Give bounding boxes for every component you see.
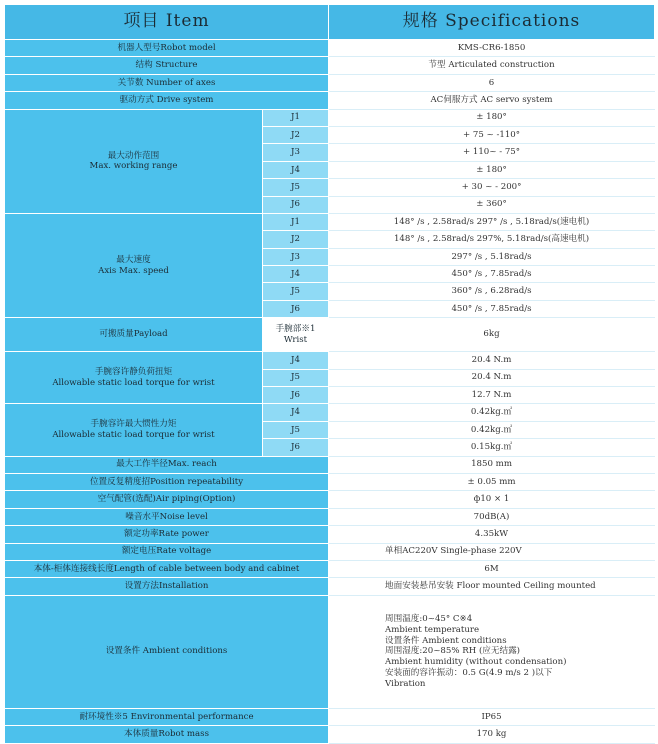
row-mass: 本体质量Robot mass 170 kg bbox=[5, 726, 655, 743]
row-voltage: 额定电压Rate voltage 单相AC220V Single-phase 220V bbox=[5, 543, 655, 560]
range-label: 最大动作范围 Max. working range bbox=[5, 109, 263, 213]
row-drive: 驱动方式 Drive system AC伺服方式 AC servo system bbox=[5, 92, 655, 109]
row-speed-j1: 最大速度 Axis Max. speed J1 148° /s , 2.58rad/s 297° /s , 5.18rad/s(速电机) bbox=[5, 213, 655, 230]
row-cable: 本体-柜体连接线长度Length of cable between body and cabinet 6M bbox=[5, 560, 655, 577]
row-inertia-j6: J6 0.15kg.㎡ bbox=[5, 439, 655, 456]
row-structure: 结构 Structure 节型 Articulated construction bbox=[5, 57, 655, 74]
speed-label: 最大速度 Axis Max. speed bbox=[5, 213, 263, 317]
spec-table bbox=[4, 4, 655, 744]
row-speed-j5: J5 360° /s , 6.28rad/s bbox=[5, 283, 655, 300]
row-installation: 设置方法Installation 地面安装悬吊安装 Floor mounted Ceiling mounted bbox=[5, 578, 655, 595]
row-inertia-j4: 手腕容许最大惯性力矩 Allowable static load torque for wrist J4 0.42kg.㎡ bbox=[5, 404, 655, 421]
row-axes: 关节数 Number of axes 6 bbox=[5, 74, 655, 91]
header-spec: 规格 Specifications bbox=[329, 5, 655, 40]
row-range-j2: J2 + 75 ~ -110° bbox=[5, 126, 655, 143]
row-air: 空气配管(选配)Air piping(Option) ф10 × 1 bbox=[5, 491, 655, 508]
row-range-j5: J5 + 30 ~ - 200° bbox=[5, 179, 655, 196]
row-ambient: 设置条件 Ambient conditions 周围温度:0~45° C※4 Ambient temperature 设置条件 Ambient conditions 周围湿度:20~85% RH (应无结露) Ambient humidity (without condensation) 安装面的容许振动：0.5 G(4.9 m/s 2 )以下 Vibration bbox=[5, 595, 655, 708]
row-speed-j3: J3 297° /s , 5.18rad/s bbox=[5, 248, 655, 265]
row-model: 机器人型号Robot model KMS-CR6-1850 bbox=[5, 40, 655, 57]
row-speed-j4: J4 450° /s , 7.85rad/s bbox=[5, 266, 655, 283]
row-environmental: 耐环境性※5 Environmental performance IP65 bbox=[5, 708, 655, 725]
row-range-j4: J4 ± 180° bbox=[5, 161, 655, 178]
row-inertia-j5: J5 0.42kg.㎡ bbox=[5, 421, 655, 438]
header-item: 项目 Item bbox=[5, 5, 329, 40]
row-noise: 噪音水平Noise level 70dB(A) bbox=[5, 508, 655, 525]
row-torque-j6: J6 12.7 N.m bbox=[5, 387, 655, 404]
row-range-j1: 最大动作范围 Max. working range J1 ± 180° bbox=[5, 109, 655, 126]
row-repeatability: 位置反复精度招Position repeatability ± 0.05 mm bbox=[5, 473, 655, 490]
row-speed-j6: J6 450° /s , 7.85rad/s bbox=[5, 300, 655, 317]
row-range-j3: J3 + 110~ - 75° bbox=[5, 144, 655, 161]
row-torque-j5: J5 20.4 N.m bbox=[5, 369, 655, 386]
row-reach: 最大工作半径Max. reach 1850 mm bbox=[5, 456, 655, 473]
row-range-j6: J6 ± 360° bbox=[5, 196, 655, 213]
torque-label: 手腕容许静负荷扭矩 Allowable static load torque for wrist bbox=[5, 352, 263, 404]
ambient-values: 周围温度:0~45° C※4 Ambient temperature 设置条件 Ambient conditions 周围湿度:20~85% RH (应无结露) Ambient humidity (without condensation) 安装面的容许振动：0.5 G(4.9 m/s 2 )以下 Vibration bbox=[329, 595, 655, 708]
inertia-label: 手腕容许最大惯性力矩 Allowable static load torque for wrist bbox=[5, 404, 263, 456]
row-payload: 可搬质量Payload 手腕部※1 Wrist 6kg bbox=[5, 318, 655, 352]
row-torque-j4: 手腕容许静负荷扭矩 Allowable static load torque for wrist J4 20.4 N.m bbox=[5, 352, 655, 369]
payload-sub: 手腕部※1 Wrist bbox=[263, 318, 329, 352]
row-power: 额定功率Rate power 4.35kW bbox=[5, 526, 655, 543]
row-speed-j2: J2 148° /s , 2.58rad/s 297%, 5.18rad/s(高速电机) bbox=[5, 231, 655, 248]
